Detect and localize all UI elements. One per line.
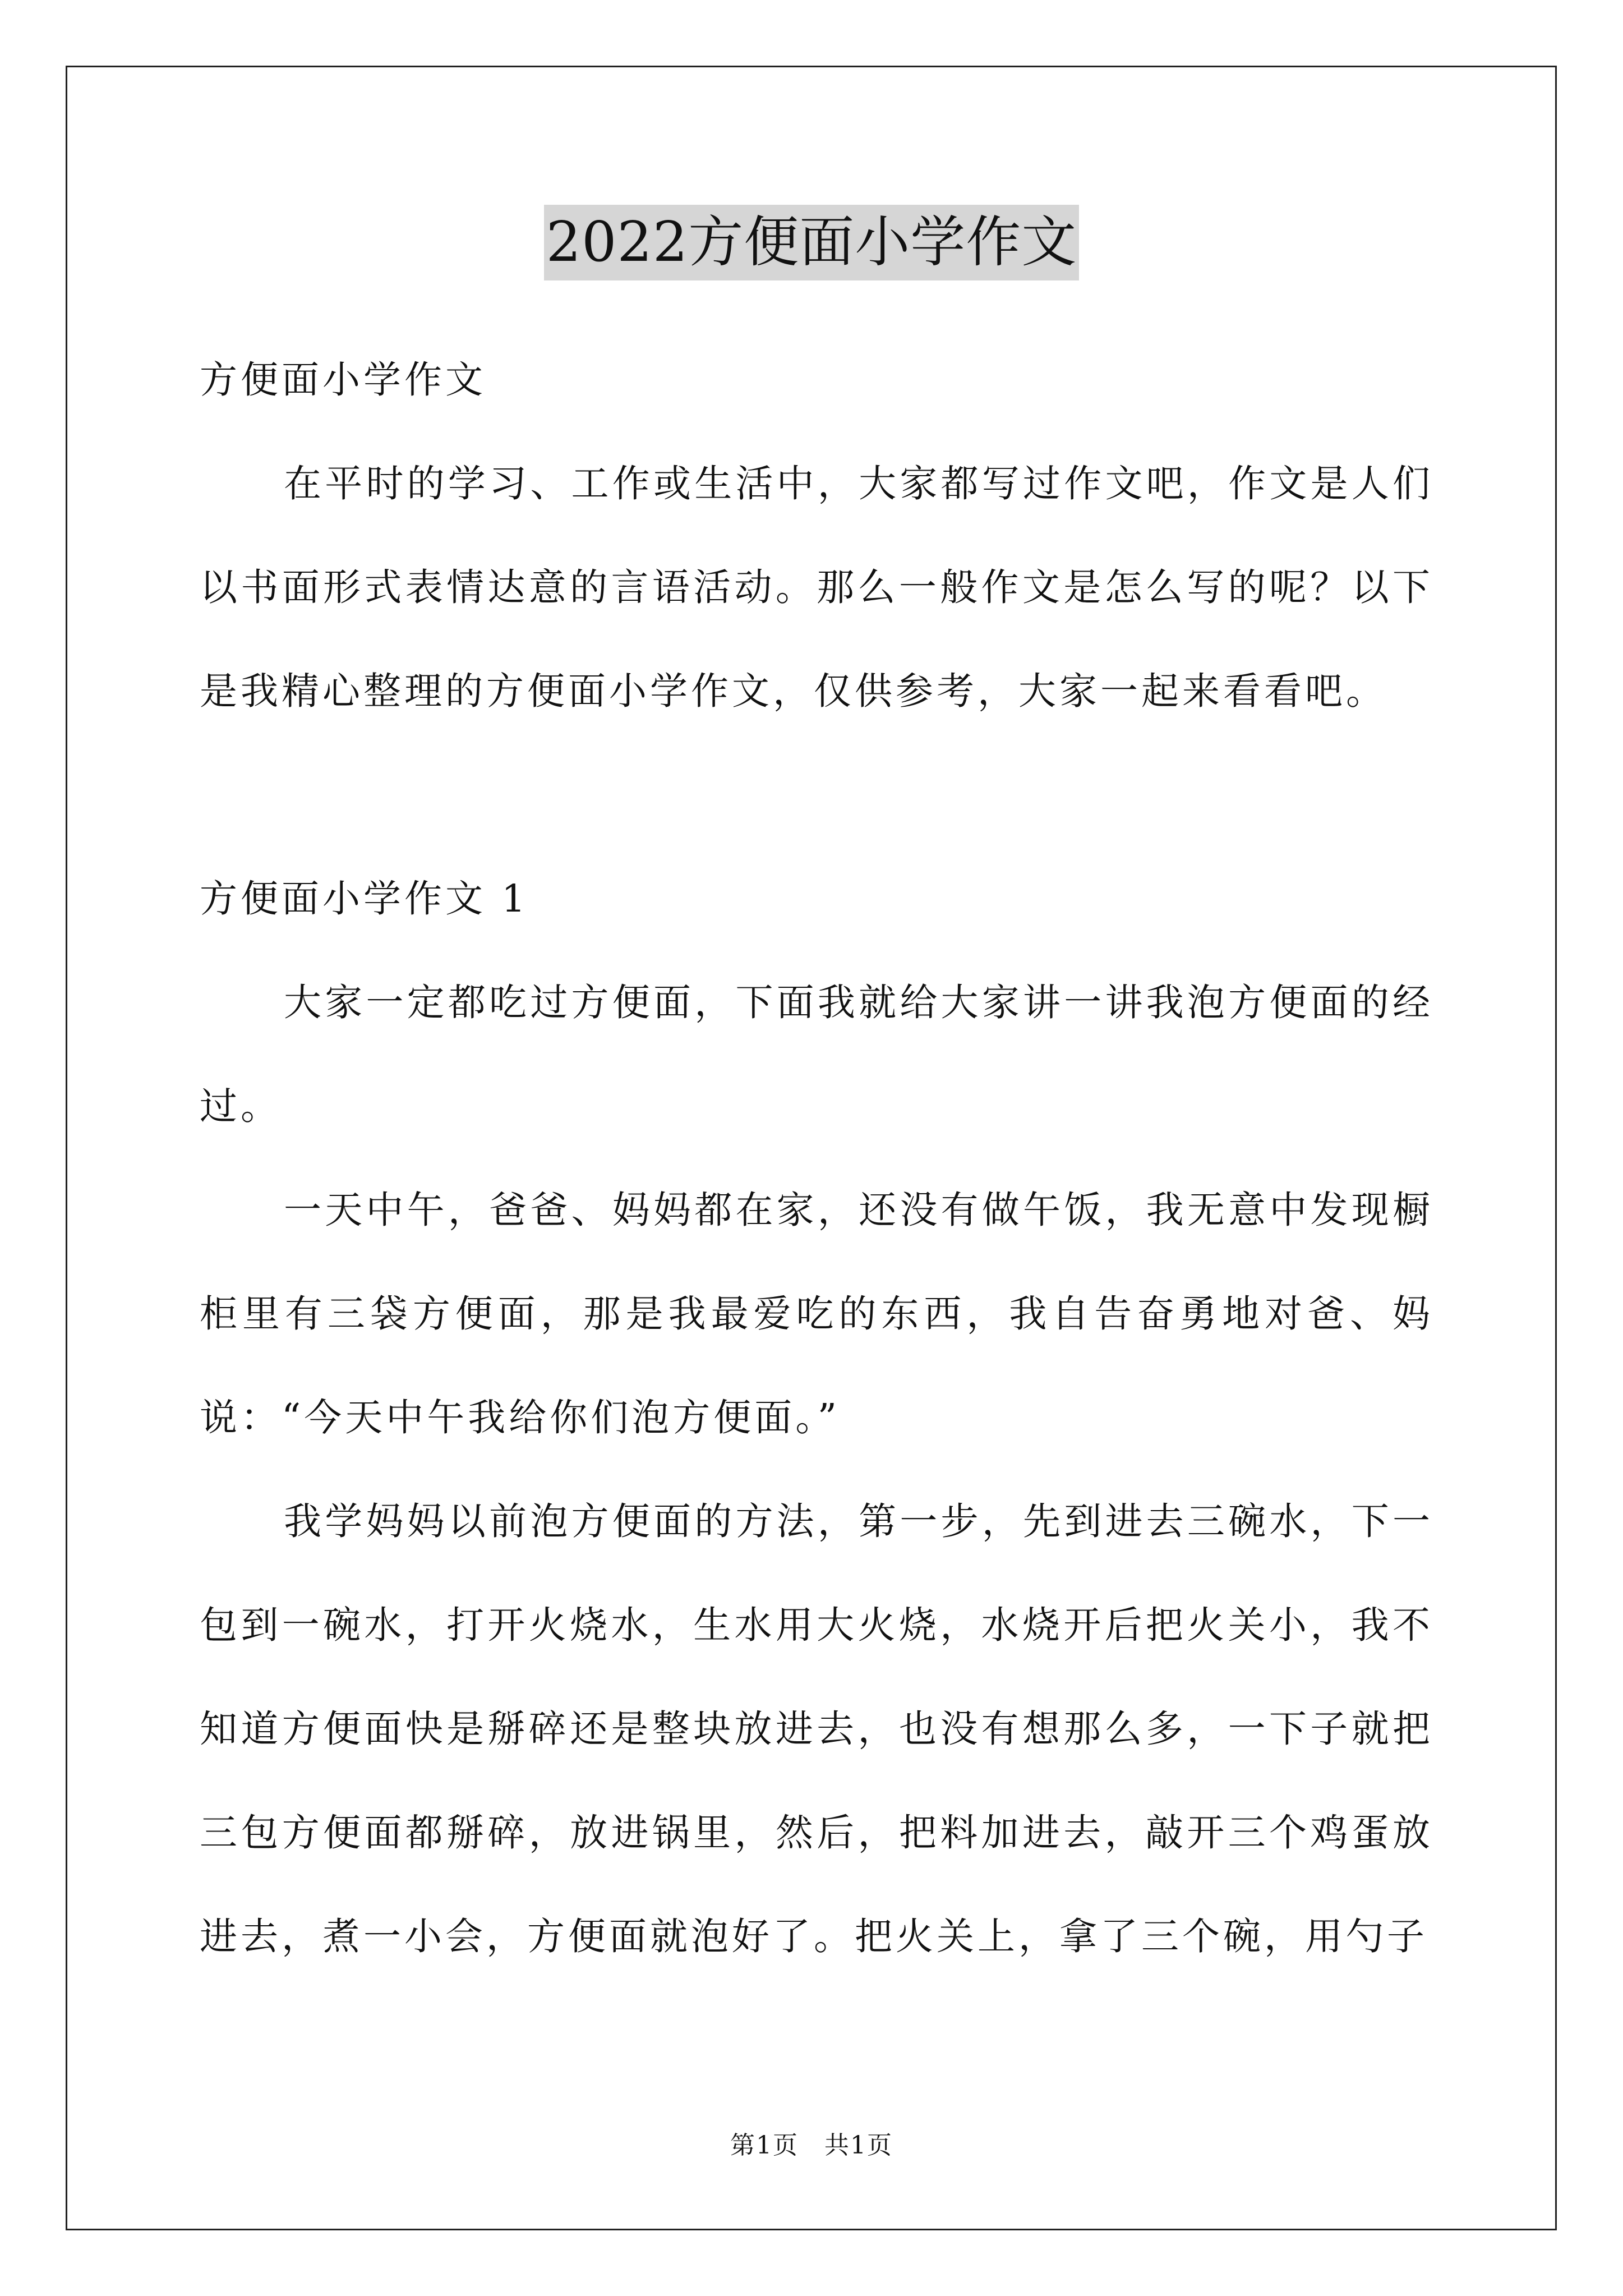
page-footer — [0, 2129, 1623, 2162]
subtitle: 方便面小学作文 — [200, 358, 486, 402]
body-paragraph: 大家一定都吃过方便面，下面我就给大家讲一讲我泡方便面的经过。 — [200, 981, 1433, 1128]
section-heading: 方便面小学作文 1 — [200, 877, 529, 921]
document-title: 2022方便面小学作文 — [544, 205, 1079, 280]
body-paragraph: 一天中午，爸爸、妈妈都在家，还没有做午饭，我无意中发现橱柜里有三袋方便面，那是我最爱吃的东西，我自告奋勇地对爸、妈说：“今天中午我给你们泡方便面。” — [200, 1188, 1433, 1439]
spacer — [200, 743, 1433, 847]
document-body — [200, 328, 1433, 1989]
page-number: 第1页 共1页 — [730, 2131, 893, 2160]
intro-paragraph: 在平时的学习、工作或生活中，大家都写过作文吧，作文是人们以书面形式表情达意的言语活动。那么一般作文是怎么写的呢？以下是我精心整理的方便面小学作文，仅供参考，大家一起来看看吧。 — [200, 462, 1433, 713]
document-title-block — [0, 205, 1623, 280]
body-paragraph: 我学妈妈以前泡方便面的方法，第一步，先到进去三碗水，下一包到一碗水，打开火烧水，生水用大火烧，水烧开后把火关小，我不知道方便面快是掰碎还是整块放进去，也没有想那么多，一下子就把三包方便面都掰碎，放进锅里，然后，把料加进去，敲开三个鸡蛋放进去，煮一小会，方便面就泡好了。把火关上，拿了三个碗，用勺子 — [200, 1499, 1433, 1958]
